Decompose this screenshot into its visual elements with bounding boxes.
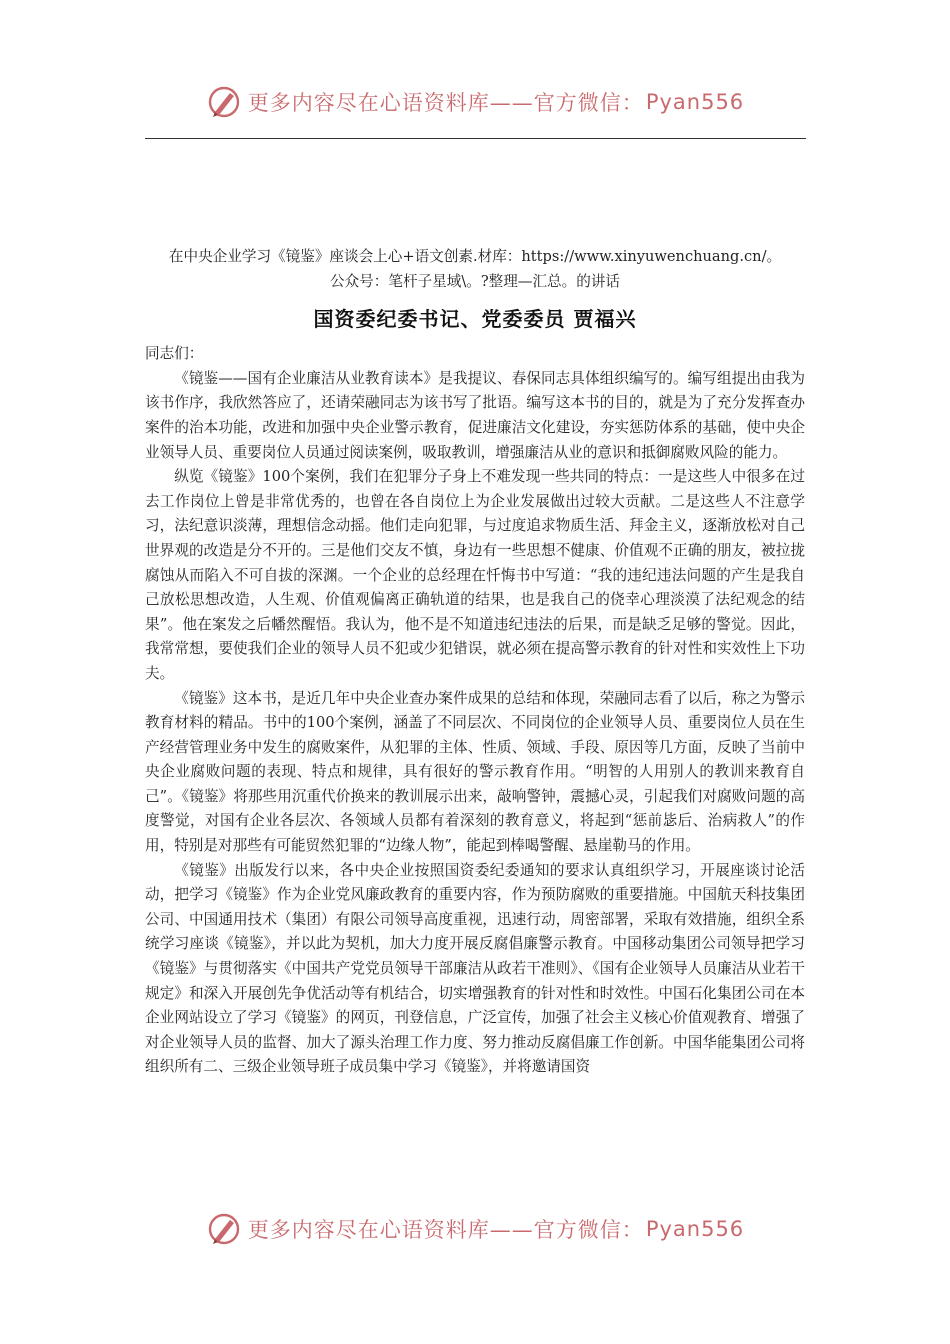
banner-wechat-id: Pyan556 xyxy=(645,90,745,114)
document-body xyxy=(145,245,805,1080)
document-title: 国资委纪委书记、党委委员 贾福兴 xyxy=(313,307,637,332)
subtitle-line-1: 在中央企业学习《镜鉴》座谈会上心+语文创素.材库：https://www.xinyuwenchuang.cn/。 xyxy=(168,248,782,265)
banner-text: 更多内容尽在心语资料库——官方微信： xyxy=(247,91,644,115)
greeting: 同志们： xyxy=(145,345,204,363)
paragraph-1: 《镜鉴——国有企业廉洁从业教育读本》是我提议、春保同志具体组织编写的。编写组提出由我为该书作序，我欣然答应了，还请荣融同志为该书写了批语。编写这本书的目的，就是为了充分发挥查办案件的治本功能，改进和加强中央企业警示教育，促进廉洁文化建设，夯实惩防体系的基础，使中央企业领导人员、重要岗位人员通过阅读案例，吸取教训，增强廉洁从业的意识和抵御腐败风险的能力。 xyxy=(145,369,805,461)
header-divider xyxy=(145,138,806,139)
subtitle-line-2: 公众号：笔杆子星域\。?整理—汇总。的讲话 xyxy=(329,272,621,290)
pen-logo-icon xyxy=(206,84,242,120)
footer-banner xyxy=(0,1207,950,1251)
paragraph-3: 《镜鉴》这本书，是近几年中央企业查办案件成果的总结和体现，荣融同志看了以后，称之为警示教育材料的精品。书中的100个案例，涵盖了不同层次、不同岗位的企业领导人员、重要岗位人员在生产经营管理业务中发生的腐败案件，从犯罪的主体、性质、领域、手段、原因等几方面，反映了当前中央企业腐败问题的表现、特点和规律，具有很好的警示教育作用。“明智的人用别人的教训来教育自己”。《镜鉴》将那些用沉重代价换来的教训展示出来，敲响警钟，震撼心灵，引起我们对腐败问题的高度警觉，对国有企业各层次、各领域人员都有着深刻的教育意义，将起到“惩前毖后、治病救人”的作用，特别是对那些有可能贸然犯罪的“边缘人物”，能起到棒喝警醒、悬崖勒马的作用。 xyxy=(145,689,805,855)
banner-wechat-id: Pyan556 xyxy=(645,1217,745,1241)
banner-text: 更多内容尽在心语资料库——官方微信： xyxy=(247,1218,644,1242)
pen-logo-icon xyxy=(206,1211,242,1247)
header-banner xyxy=(0,80,950,124)
paragraph-2: 纵览《镜鉴》100个案例，我们在犯罪分子身上不难发现一些共同的特点：一是这些人中很多在过去工作岗位上曾是非常优秀的，也曾在各自岗位上为企业发展做出过较大贡献。二是这些人不注意学习，法纪意识淡薄，理想信念动摇。他们走向犯罪，与过度追求物质生活、拜金主义，逐渐放松对自己世界观的改造是分不开的。三是他们交友不慎，身边有一些思想不健康、价值观不正确的朋友，被拉拢腐蚀从而陷入不可自拔的深渊。一个企业的总经理在忏悔书中写道：“我的违纪违法问题的产生是我自己放松思想改造，人生观、价值观偏离正确轨道的结果，也是我自己的侥幸心理淡漠了法纪观念的结果”。他在案发之后幡然醒悟。我认为，他不是不知道违纪违法的后果，而是缺乏足够的警觉。因此，我常常想，要使我们企业的领导人员不犯或少犯错误，就必须在提高警示教育的针对性和实效性上下功夫。 xyxy=(145,468,805,682)
paragraph-4: 《镜鉴》出版发行以来，各中央企业按照国资委纪委通知的要求认真组织学习，开展座谈讨论活动，把学习《镜鉴》作为企业党风廉政教育的重要内容，作为预防腐败的重要措施。中国航天科技集团公司、中国通用技术（集团）有限公司领导高度重视，迅速行动，周密部署，采取有效措施，组织全系统学习座谈《镜鉴》，并以此为契机，加大力度开展反腐倡廉警示教育。中国移动集团公司领导把学习《镜鉴》与贯彻落实《中国共产党党员领导干部廉洁从政若干准则》、《国有企业领导人员廉洁从业若干规定》和深入开展创先争优活动等有机结合，切实增强教育的针对性和时效性。中国石化集团公司在本企业网站设立了学习《镜鉴》的网页，刊登信息，广泛宣传，加强了社会主义核心价值观教育、增强了对企业领导人员的监督、加大了源头治理工作力度、努力推动反腐倡廉工作创新。中国华能集团公司将组织所有二、三级企业领导班子成员集中学习《镜鉴》，并将邀请国资 xyxy=(145,861,805,1076)
